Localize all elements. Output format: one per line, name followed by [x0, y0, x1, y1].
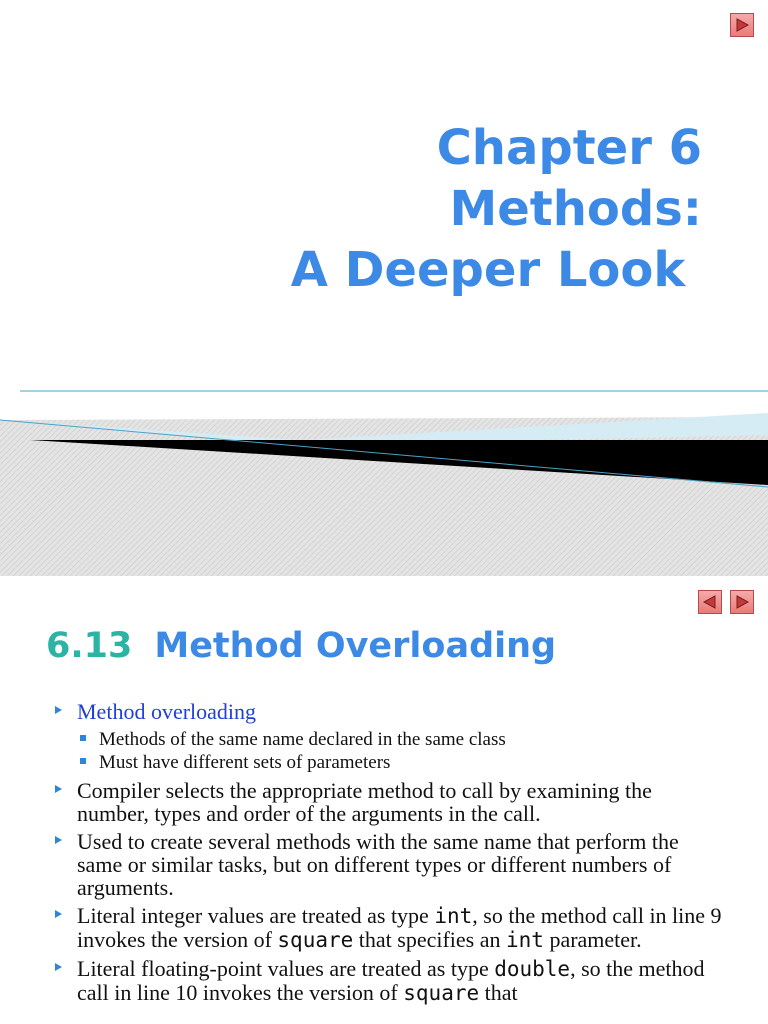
- bullet-item: [0, 957, 768, 1005]
- code-square: square: [277, 928, 354, 952]
- play-right-icon: [734, 594, 750, 610]
- bullet-text: , so the method call in line 9 invokes the version of: [77, 903, 722, 952]
- decorative-swoosh: [0, 385, 768, 576]
- bullet-list: [0, 700, 768, 1010]
- bullet-item: [0, 779, 768, 825]
- play-right-icon: [734, 17, 750, 33]
- previous-slide-button[interactable]: [698, 590, 722, 614]
- title-line-2: Methods:: [449, 181, 702, 237]
- bullet-square-icon: [80, 735, 86, 741]
- code-int: int: [506, 928, 544, 952]
- bullet-text: that: [479, 980, 518, 1005]
- code-int: int: [434, 904, 473, 928]
- sub-bullet-item: [0, 728, 768, 751]
- bullet-text: parameter.: [543, 927, 642, 952]
- bullet-text: Literal integer values are treated as type: [77, 903, 435, 928]
- method-overloading-link[interactable]: Method overloading: [77, 699, 257, 724]
- code-square: square: [403, 981, 480, 1005]
- bullet-arrow-icon: [55, 706, 62, 714]
- bullet-text: , so the method call in line 10 invokes the version of: [77, 956, 705, 1005]
- bullet-item: [0, 700, 768, 723]
- bullet-text: Compiler selects the appropriate method to call by examining the number, types and order of the arguments in the call.: [77, 778, 652, 826]
- title-line-3: A Deeper Look: [290, 242, 702, 298]
- title-line-1: Chapter 6: [436, 120, 702, 176]
- section-heading: [46, 626, 556, 666]
- bullet-arrow-icon: [55, 836, 62, 844]
- sub-bullet-text: Must have different sets of parameters: [99, 752, 391, 773]
- code-double: double: [494, 957, 571, 981]
- bullet-arrow-icon: [55, 785, 62, 793]
- bullet-arrow-icon: [55, 963, 62, 971]
- sub-bullet-item: [0, 751, 768, 774]
- sub-bullet-list: [0, 728, 768, 774]
- sub-bullet-text: Methods of the same name declared in the same class: [99, 729, 506, 750]
- section-title: Method Overloading: [154, 626, 557, 666]
- bullet-square-icon: [80, 758, 86, 764]
- slide-title: [102, 118, 702, 301]
- play-left-icon: [702, 594, 718, 610]
- section-number: 6.13: [46, 626, 133, 666]
- bullet-text: Literal floating-point values are treated as type: [77, 956, 495, 981]
- next-slide-button[interactable]: [730, 590, 754, 614]
- bullet-text: Used to create several methods with the same name that perform the same or similar tasks, but on different types or different numbers of arguments.: [77, 829, 679, 900]
- bullet-text: that specifies an: [353, 927, 506, 952]
- bullet-item: [0, 904, 768, 952]
- bullet-arrow-icon: [55, 910, 62, 918]
- next-slide-button[interactable]: [730, 13, 754, 37]
- bullet-item: [0, 830, 768, 899]
